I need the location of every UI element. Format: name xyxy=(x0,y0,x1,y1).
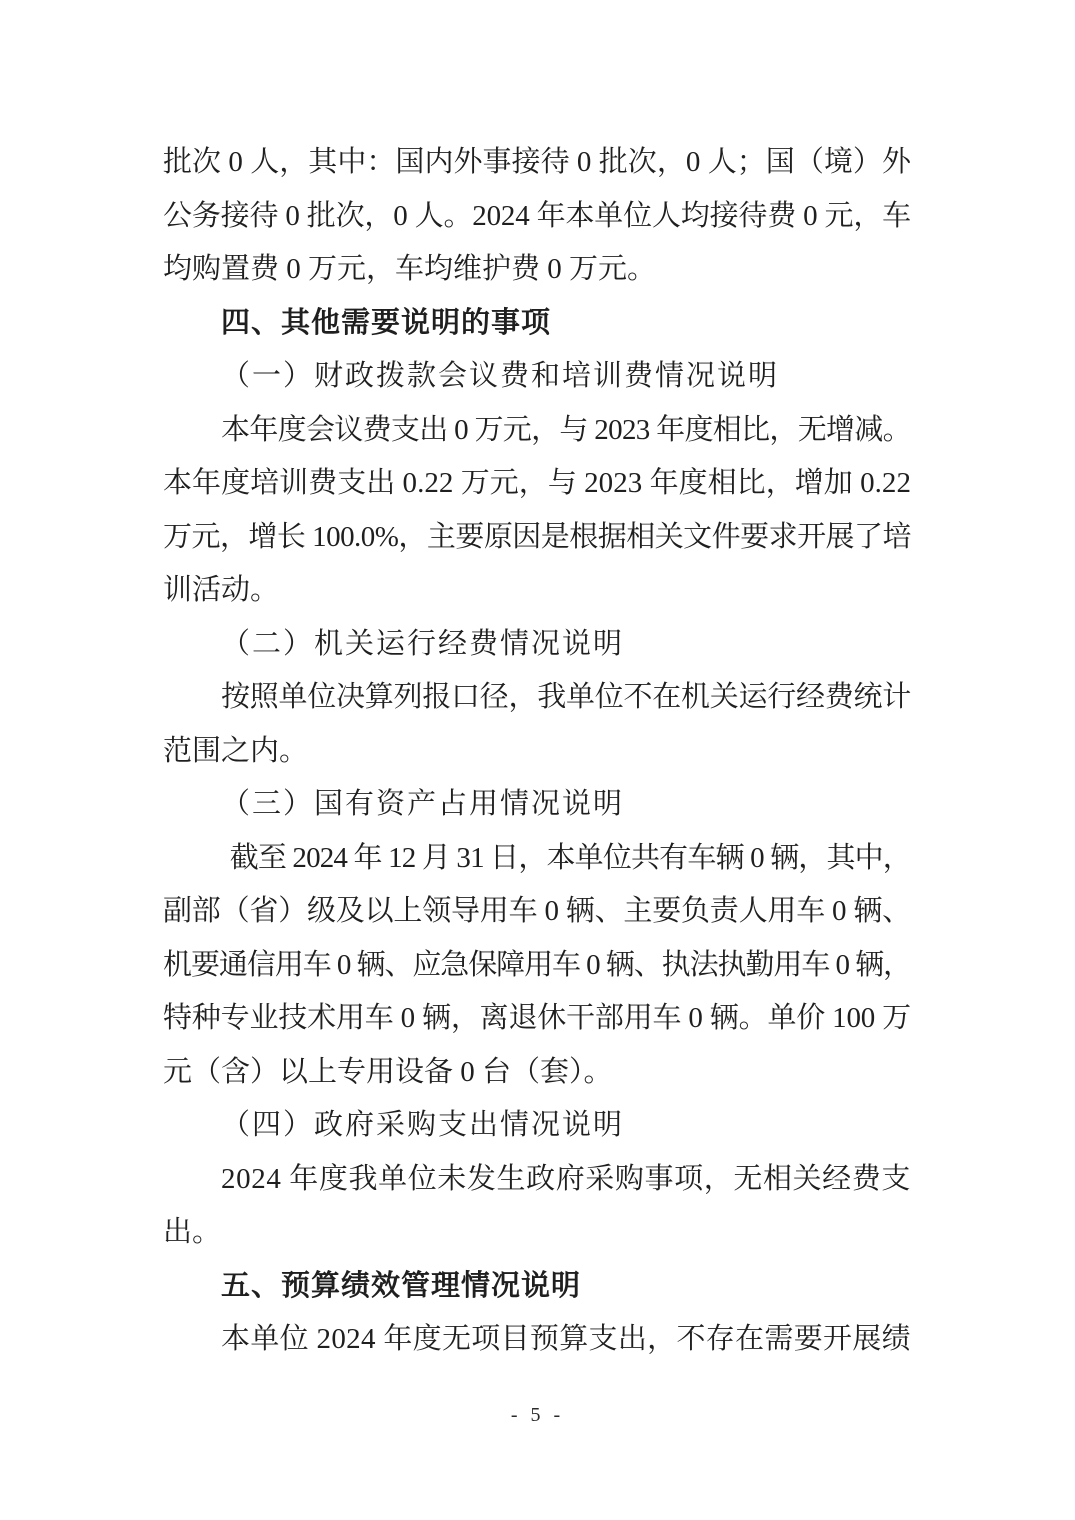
body-line: 特种专业技术用车 0 辆，离退休干部用车 0 辆。单价 100 万 xyxy=(163,1002,911,1034)
body-line: 万元，增长 100.0%，主要原因是根据相关文件要求开展了培 xyxy=(163,520,911,553)
section-heading-4: 四、其他需要说明的事项 xyxy=(221,306,552,339)
body-line: 均购置费 0 万元，车均维护费 0 万元。 xyxy=(163,253,657,285)
body-line: 公务接待 0 批次，0 人。2024 年本单位人均接待费 0 元，车 xyxy=(163,199,911,232)
body-line: 按照单位决算列报口径，我单位不在机关运行经费统计 xyxy=(221,681,911,713)
body-line: 副部（省）级及以上领导用车 0 辆、主要负责人用车 0 辆、 xyxy=(163,895,911,927)
subsection-heading-1: （一）财政拨款会议费和培训费情况说明 xyxy=(221,360,780,392)
section-heading-5: 五、预算绩效管理情况说明 xyxy=(221,1269,582,1302)
page-number: - 5 - xyxy=(510,1404,565,1426)
body-line: 训活动。 xyxy=(163,574,280,606)
body-line: 机要通信用车 0 辆、应急保障用车 0 辆、执法执勤用车 0 辆， xyxy=(163,948,911,981)
body-line: 截至 2024 年 12 月 31 日，本单位共有车辆 0 辆，其中， xyxy=(229,841,911,874)
document-body xyxy=(163,136,911,1367)
body-line: 范围之内。 xyxy=(163,734,309,767)
body-line: 元（含）以上专用设备 0 台（套）。 xyxy=(163,1055,613,1088)
body-line: 本年度会议费支出 0 万元，与 2023 年度相比，无增减。 xyxy=(221,413,911,446)
body-line: 批次 0 人，其中：国内外事接待 0 批次，0 人；国（境）外 xyxy=(163,146,911,178)
subsection-heading-2: （二）机关运行经费情况说明 xyxy=(221,627,625,660)
body-line: 本年度培训费支出 0.22 万元，与 2023 年度相比，增加 0.22 xyxy=(163,467,911,499)
body-line: 出。 xyxy=(163,1216,222,1248)
body-line: 本单位 2024 年度无项目预算支出，不存在需要开展绩 xyxy=(221,1323,911,1355)
subsection-heading-3: （三）国有资产占用情况说明 xyxy=(221,788,625,820)
subsection-heading-4: （四）政府采购支出情况说明 xyxy=(221,1109,625,1141)
body-line: 2024 年度我单位未发生政府采购事项，无相关经费支 xyxy=(221,1162,911,1195)
